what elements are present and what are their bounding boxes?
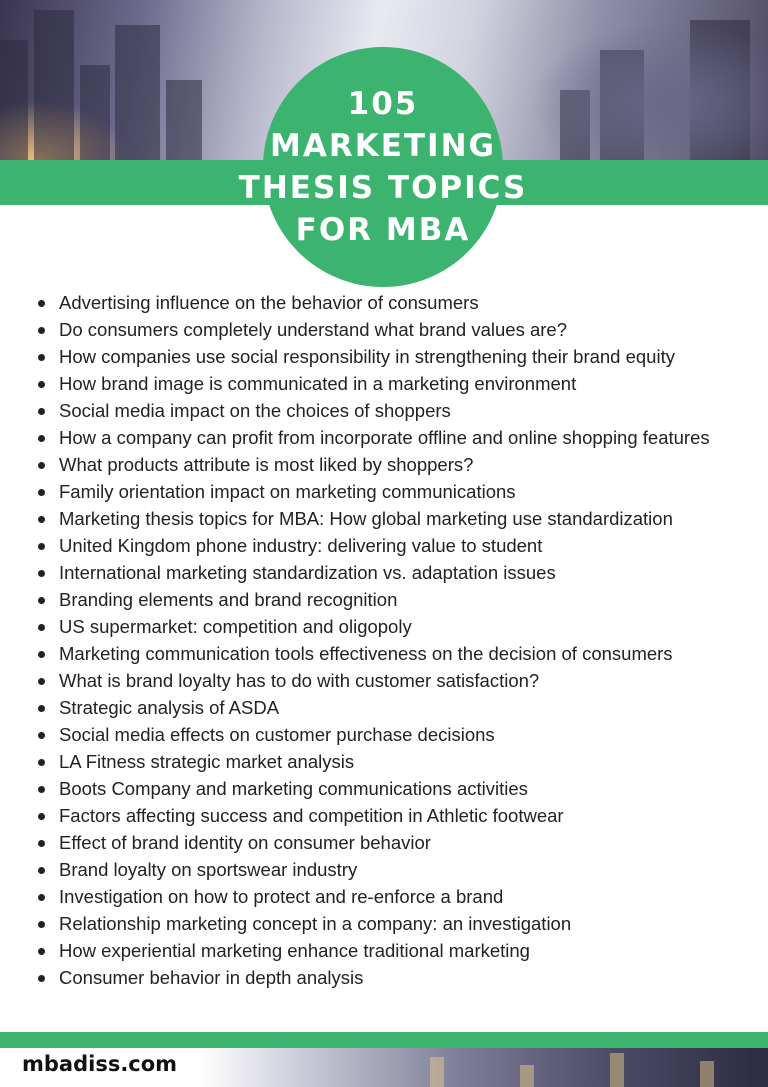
list-item — [36, 532, 746, 559]
bullet-icon — [38, 435, 45, 442]
building-silhouette — [115, 25, 160, 160]
bullet-icon — [38, 840, 45, 847]
bullet-icon — [38, 705, 45, 712]
topic-list — [36, 289, 746, 991]
title-line: THESIS TOPICS — [238, 170, 528, 206]
bullet-icon — [38, 732, 45, 739]
topic-text: How experiential marketing enhance traditional marketing — [59, 940, 530, 961]
topic-text: Brand loyalty on sportswear industry — [59, 859, 358, 880]
list-item — [36, 856, 746, 883]
building-silhouette — [166, 80, 202, 160]
bullet-icon — [38, 597, 45, 604]
topic-text: Social media impact on the choices of shoppers — [59, 400, 451, 421]
topic-text: What is brand loyalty has to do with customer satisfaction? — [59, 670, 540, 691]
bullet-icon — [38, 894, 45, 901]
bullet-icon — [38, 867, 45, 874]
list-item — [36, 910, 746, 937]
bullet-icon — [38, 381, 45, 388]
list-item — [36, 289, 746, 316]
list-item — [36, 559, 746, 586]
bullet-icon — [38, 786, 45, 793]
bullet-icon — [38, 813, 45, 820]
topic-text: Branding elements and brand recognition — [59, 589, 398, 610]
bullet-icon — [38, 462, 45, 469]
bullet-icon — [38, 354, 45, 361]
title-line: 105 — [347, 86, 419, 122]
footer-photo — [0, 1048, 768, 1087]
title-line: MARKETING — [270, 128, 496, 164]
list-item — [36, 721, 746, 748]
bullet-icon — [38, 651, 45, 658]
topic-text: Investigation on how to protect and re-enforce a brand — [59, 886, 504, 907]
list-item — [36, 775, 746, 802]
topic-text: Marketing communication tools effectiveness on the decision of consumers — [59, 643, 673, 664]
title-badge — [238, 47, 528, 287]
bullet-icon — [38, 300, 45, 307]
building-silhouette — [80, 65, 110, 160]
list-item — [36, 586, 746, 613]
building-light — [430, 1057, 444, 1087]
topic-text: Relationship marketing concept in a company: an investigation — [59, 913, 572, 934]
title-line: FOR MBA — [295, 212, 471, 248]
topic-text: Effect of brand identity on consumer behavior — [59, 832, 431, 853]
bullet-icon — [38, 678, 45, 685]
topic-text: Marketing thesis topics for MBA: How global marketing use standardization — [59, 508, 673, 529]
topic-text: Strategic analysis of ASDA — [59, 697, 280, 718]
topic-text: Advertising influence on the behavior of consumers — [59, 292, 479, 313]
list-item — [36, 829, 746, 856]
topic-text: US supermarket: competition and oligopoly — [59, 616, 412, 637]
footer-brand: mbadiss.com — [22, 1052, 178, 1076]
building-silhouette — [34, 10, 74, 160]
topic-text: What products attribute is most liked by shoppers? — [59, 454, 474, 475]
topic-text: Consumer behavior in depth analysis — [59, 967, 364, 988]
topic-text: Do consumers completely understand what brand values are? — [59, 319, 568, 340]
list-item — [36, 343, 746, 370]
list-item — [36, 883, 746, 910]
topic-text: How brand image is communicated in a marketing environment — [59, 373, 577, 394]
building-light — [520, 1065, 534, 1087]
bullet-icon — [38, 327, 45, 334]
list-item — [36, 424, 746, 451]
hand-on-laptop-shape — [528, 20, 768, 160]
list-item — [36, 964, 746, 991]
topic-text: How a company can profit from incorporate offline and online shopping features — [59, 427, 710, 448]
topic-text: Social media effects on customer purchase decisions — [59, 724, 495, 745]
list-item — [36, 505, 746, 532]
topic-text: International marketing standardization vs. adaptation issues — [59, 562, 556, 583]
bullet-icon — [38, 624, 45, 631]
bullet-icon — [38, 948, 45, 955]
list-item — [36, 613, 746, 640]
bullet-icon — [38, 921, 45, 928]
list-item — [36, 694, 746, 721]
bullet-icon — [38, 759, 45, 766]
list-item — [36, 748, 746, 775]
building-light — [610, 1053, 624, 1087]
topic-text: LA Fitness strategic market analysis — [59, 751, 355, 772]
list-item — [36, 802, 746, 829]
topic-text: Family orientation impact on marketing communications — [59, 481, 516, 502]
topic-text: Factors affecting success and competition in Athletic footwear — [59, 805, 564, 826]
list-item — [36, 397, 746, 424]
list-item — [36, 478, 746, 505]
topic-text: Boots Company and marketing communications activities — [59, 778, 528, 799]
list-item — [36, 937, 746, 964]
list-item — [36, 640, 746, 667]
building-silhouette — [0, 40, 28, 160]
bullet-icon — [38, 408, 45, 415]
list-item — [36, 667, 746, 694]
list-item — [36, 370, 746, 397]
building-light — [700, 1061, 714, 1087]
topic-text: How companies use social responsibility in strengthening their brand equity — [59, 346, 675, 367]
topic-text: United Kingdom phone industry: delivering value to student — [59, 535, 543, 556]
list-item — [36, 451, 746, 478]
footer-green-band — [0, 1032, 768, 1048]
bullet-icon — [38, 489, 45, 496]
bullet-icon — [38, 543, 45, 550]
list-item — [36, 316, 746, 343]
bullet-icon — [38, 570, 45, 577]
bullet-icon — [38, 975, 45, 982]
bullet-icon — [38, 516, 45, 523]
